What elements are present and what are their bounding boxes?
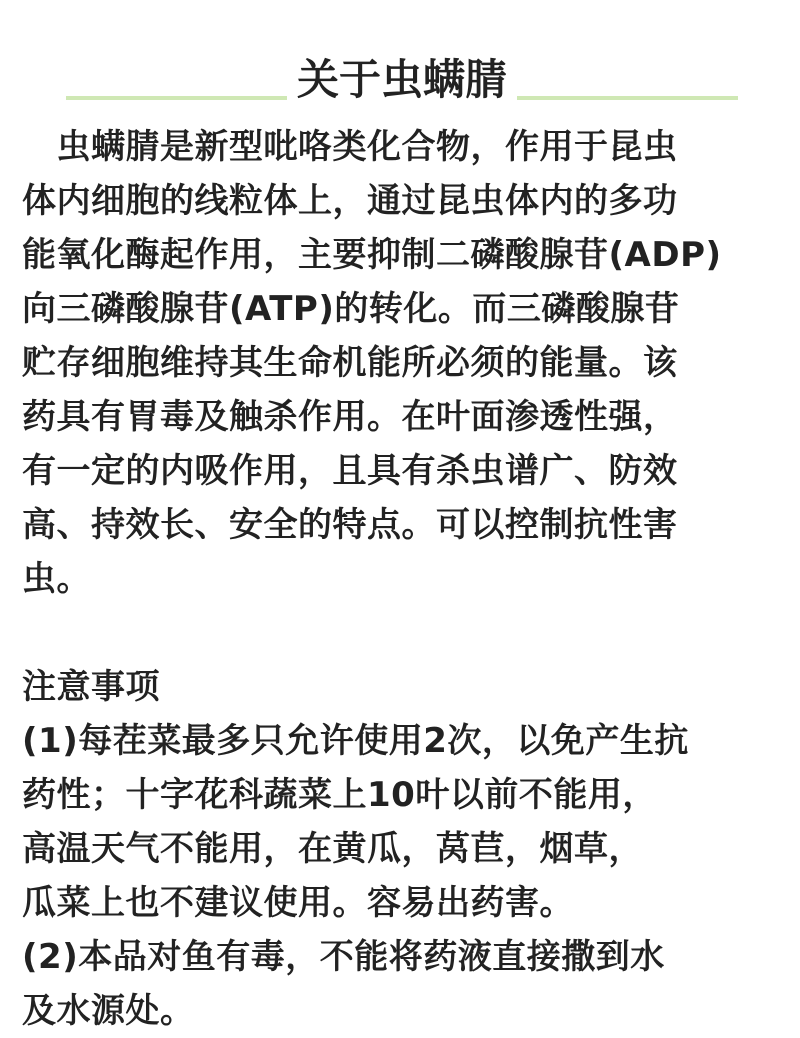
note-line: (1)每茬菜最多只允许使用2次，以免产生抗	[22, 721, 689, 761]
intro-line: 向三磷酸腺苷(ATP)的转化。而三磷酸腺苷	[22, 289, 680, 329]
note-line: 药性；十字花科蔬菜上10叶以前不能用，	[22, 775, 657, 815]
page-title: 关于虫螨腈	[297, 55, 508, 104]
intro-line: 有一定的内吸作用，且具有杀虫谱广、防效	[22, 451, 678, 491]
note-line: (2)本品对鱼有毒，不能将药液直接撒到水	[22, 937, 665, 977]
intro-line: 体内细胞的线粒体上，通过昆虫体内的多功	[22, 181, 678, 221]
note-line: 及水源处。	[22, 991, 195, 1031]
intro-line: 高、持效长、安全的特点。可以控制抗性害	[22, 505, 678, 545]
intro-line: 贮存细胞维持其生命机能所必须的能量。该	[22, 343, 678, 383]
title-divider-right	[517, 96, 738, 100]
intro-line: 能氧化酶起作用，主要抑制二磷酸腺苷(ADP)	[22, 235, 722, 275]
intro-line: 药具有胃毒及触杀作用。在叶面渗透性强，	[22, 397, 678, 437]
title-row	[66, 50, 738, 110]
note-line: 瓜菜上也不建议使用。容易出药害。	[22, 883, 574, 923]
intro-line: 虫。	[22, 559, 91, 599]
intro-line: 虫螨腈是新型吡咯类化合物，作用于昆虫	[22, 127, 678, 167]
section-spacer	[22, 606, 778, 660]
title-divider-left	[66, 96, 287, 100]
note-line: 高温天气不能用，在黄瓜，莴苣，烟草，	[22, 829, 643, 869]
content-body	[22, 120, 778, 1038]
notes-heading: 注意事项	[22, 667, 160, 707]
